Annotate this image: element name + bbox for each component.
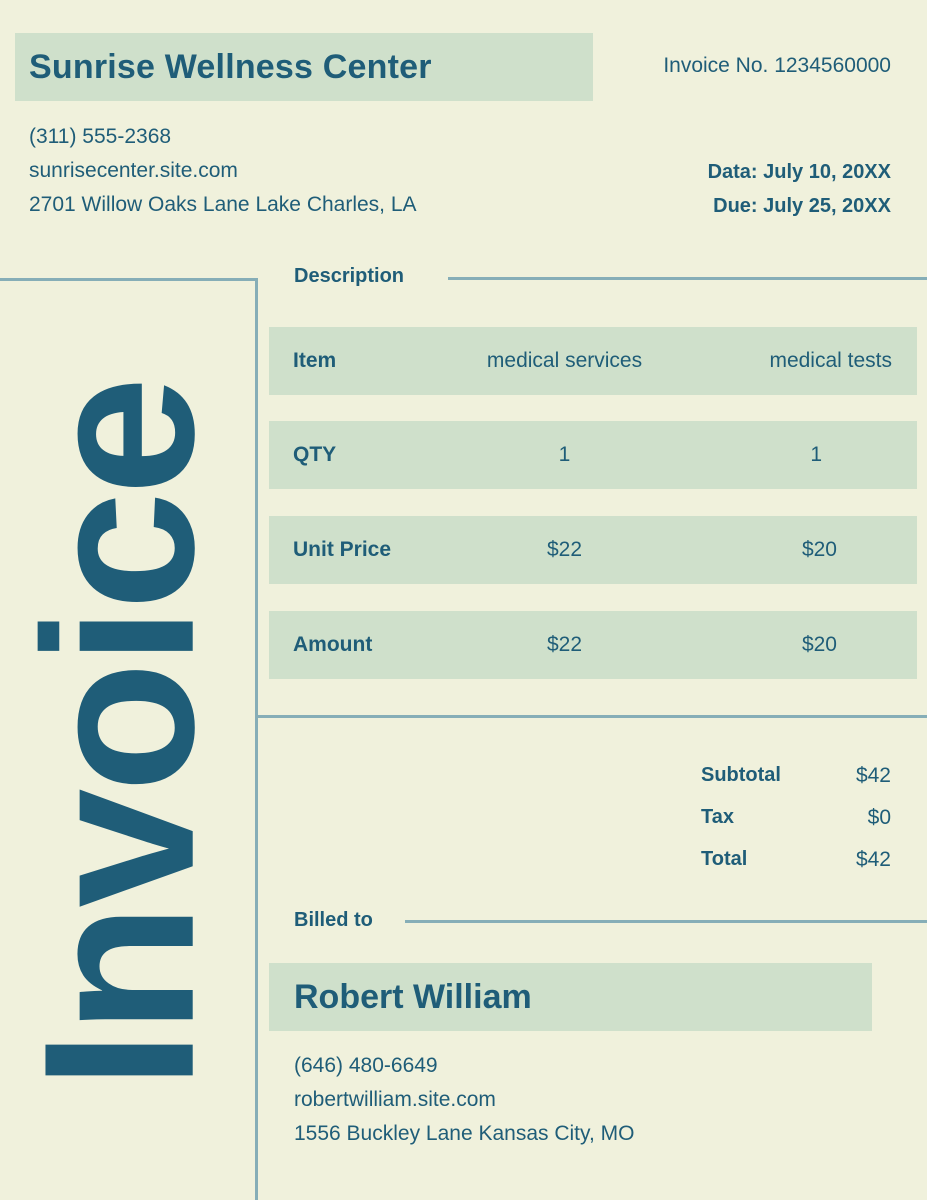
item-label: Item [293, 349, 337, 372]
left-top-divider [0, 278, 258, 281]
amount-col2: $20 [801, 633, 837, 656]
item-row [269, 327, 917, 395]
company-website: sunrisecenter.site.com [29, 159, 238, 182]
invoice-big-title-text: Invoice [0, 380, 239, 1090]
qty-col2: 1 [810, 443, 822, 466]
item-col2: medical tests [769, 349, 892, 372]
billed-to-rule [405, 920, 927, 923]
amount-label: Amount [293, 633, 373, 656]
client-name-box [269, 963, 872, 1031]
client-address: 1556 Buckley Lane Kansas City, MO [294, 1122, 635, 1145]
invoice-number: Invoice No. 1234560000 [663, 54, 891, 77]
client-website: robertwilliam.site.com [294, 1088, 496, 1111]
company-address: 2701 Willow Oaks Lane Lake Charles, LA [29, 193, 417, 216]
subtotal-value: $42 [855, 764, 891, 787]
company-phone: (311) 555-2368 [29, 125, 172, 148]
unit-price-label: Unit Price [293, 538, 392, 561]
company-name: Sunrise Wellness Center [29, 47, 432, 86]
tax-value: $0 [867, 806, 891, 829]
amount-col1: $22 [546, 633, 583, 656]
total-label: Total [701, 848, 748, 870]
qty-col1: 1 [558, 443, 571, 466]
invoice-date: Data: July 10, 20XX [707, 161, 891, 183]
billed-to-heading: Billed to [294, 909, 373, 931]
mid-divider [255, 715, 927, 718]
unit-price-col1: $22 [546, 538, 583, 561]
subtotal-label: Subtotal [701, 764, 781, 786]
tax-label: Tax [701, 806, 734, 828]
qty-row [269, 421, 917, 489]
client-name: Robert William [294, 977, 532, 1016]
description-rule [448, 277, 927, 280]
item-col1: medical services [486, 349, 643, 372]
unit-price-row [269, 516, 917, 584]
company-name-box [15, 33, 593, 101]
total-value: $42 [855, 848, 891, 871]
description-heading: Description [294, 265, 405, 287]
invoice-big-title [0, 300, 239, 1170]
unit-price-col2: $20 [801, 538, 837, 561]
invoice-due-date: Due: July 25, 20XX [713, 195, 891, 217]
qty-label: QTY [293, 443, 337, 466]
vertical-divider [255, 278, 258, 1200]
amount-row [269, 611, 917, 679]
client-phone: (646) 480-6649 [294, 1054, 438, 1077]
